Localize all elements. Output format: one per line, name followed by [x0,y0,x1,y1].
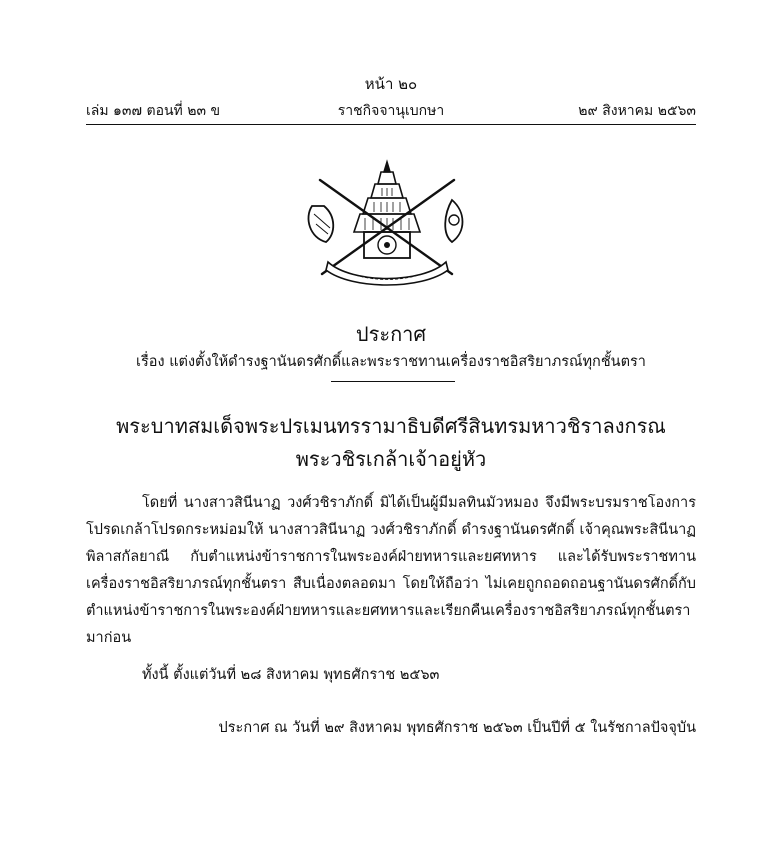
royal-title-line-2: พระวชิรเกล้าเจ้าอยู่หัว [295,447,487,471]
publication-date: ๒๙ สิงหาคม ๒๕๖๓ [578,103,696,119]
announcement-signoff: ประกาศ ณ วันที่ ๒๙ สิงหาคม พุทธศักราช ๒๕๖๓ เป็นปีที่ ๕ ในรัชกาลปัจจุบัน [218,720,696,736]
subject-divider [331,381,455,382]
royal-seal-emblem-icon [302,158,472,288]
publication-name: ราชกิจจานุเบกษา [337,103,445,119]
effective-date: ทั้งนี้ ตั้งแต่วันที่ ๒๘ สิงหาคม พุทธศักราช ๒๕๖๓ [142,667,440,683]
volume-issue: เล่ม ๑๓๗ ตอนที่ ๒๓ ข [86,103,221,119]
document-type: ประกาศ [355,322,427,346]
gazette-header [86,100,696,122]
header-divider [86,124,696,125]
body-paragraph: โดยที่ นางสาวสินีนาฏ วงศ์วชิราภักดิ์ มิได้เป็นผู้มีมลทินมัวหมอง จึงมีพระบรมราชโองการโปรดเกล้าโปรดกระหม่อมให้ นางสาวสินีนาฏ วงศ์วชิราภักดิ์ ดำรงฐานันดรศักดิ์ เจ้าคุณพระสินีนาฏพิลาสกัลยาณี กับตำแหน่งข้าราชการในพระองค์ฝ่ายทหารและยศทหาร และได้รับพระราชทานเครื่องราชอิสริยาภรณ์ทุกชั้นตรา สืบเนื่องตลอดมา โดยให้ถือว่า ไม่เคยถูกถอดถอนฐานันดรศักดิ์กับตำแหน่งข้าราชการในพระองค์ฝ่ายทหารและยศทหารและเรียกคืนเครื่องราชอิสริยาภรณ์ทุกชั้นตรามาก่อน [86,495,696,646]
page-number: หน้า ๒๐ [364,75,418,93]
announcement-body [86,490,696,652]
royal-title-line-1: พระบาทสมเด็จพระปรเมนทรรามาธิบดีศรีสินทรมหาวชิราลงกรณ [116,414,666,438]
royal-title [0,410,782,476]
document-subject: เรื่อง แต่งตั้งให้ดำรงฐานันดรศักดิ์และพระราชทานเครื่องราชอิสริยาภรณ์ทุกชั้นตรา [136,354,646,370]
